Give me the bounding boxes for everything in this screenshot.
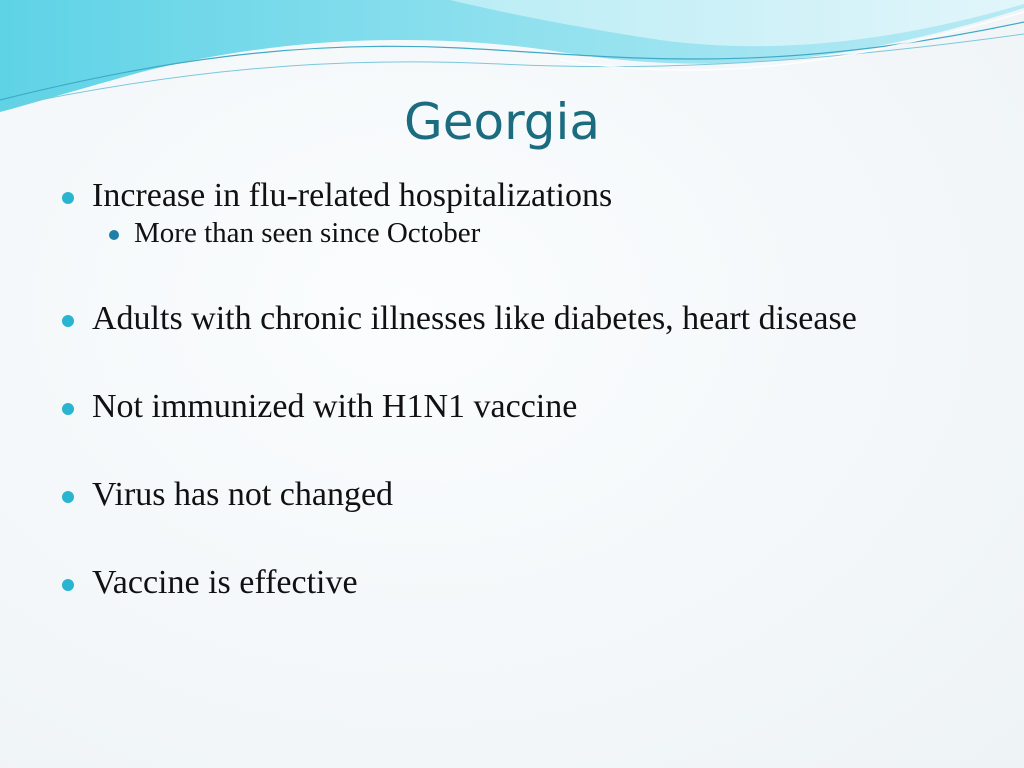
- bullet-text: Increase in flu-related hospitalizations: [92, 177, 613, 214]
- bullet-item: [62, 301, 942, 336]
- sub-bullet-text: More than seen since October: [134, 217, 481, 249]
- bullet-text: Vaccine is effective: [92, 564, 358, 601]
- sub-bullet-dot-icon: [109, 230, 119, 240]
- slide-title: Georgia: [403, 93, 601, 151]
- bullet-dot-icon: [62, 315, 74, 327]
- bullet-item: [62, 565, 942, 600]
- bullet-text: Not immunized with H1N1 vaccine: [92, 388, 578, 425]
- bullet-list: [62, 178, 942, 600]
- spacer: [62, 336, 942, 389]
- bullet-item: [62, 477, 942, 512]
- bullet-item: [62, 178, 942, 213]
- spacer: [62, 248, 942, 301]
- bullet-dot-icon: [62, 192, 74, 204]
- bullet-dot-icon: [62, 491, 74, 503]
- bullet-text: Virus has not changed: [92, 476, 394, 513]
- sub-bullet-item: [109, 218, 942, 248]
- bullet-item: [62, 389, 942, 424]
- spacer: [62, 512, 942, 565]
- bullet-text: Adults with chronic illnesses like diabetes, heart disease: [92, 300, 857, 337]
- bullet-dot-icon: [62, 579, 74, 591]
- bullet-dot-icon: [62, 403, 74, 415]
- spacer: [62, 424, 942, 477]
